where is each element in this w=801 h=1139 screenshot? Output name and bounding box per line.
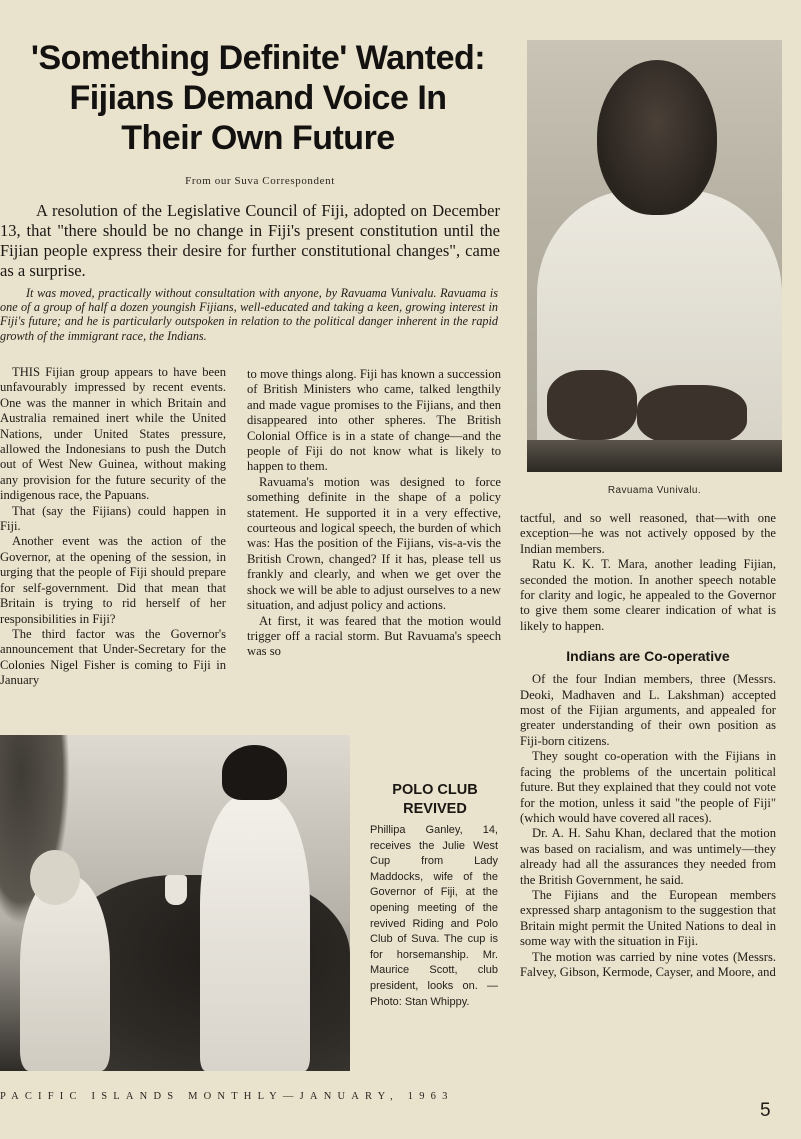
photo-girl-shape <box>200 795 310 1071</box>
portrait-caption: Ravuama Vunivalu. <box>607 485 702 496</box>
portrait-photo <box>527 40 782 472</box>
body-column-1 <box>0 365 226 725</box>
headline <box>8 38 508 158</box>
col2-paragraph: At first, it was feared that the motion would trigger off a racial storm. But Ravuama's speech was so <box>247 613 501 659</box>
body-column-2 <box>247 367 501 723</box>
photo-cup-shape <box>165 875 187 905</box>
polo-title-line: POLO CLUB <box>392 782 478 798</box>
photo-arm-shape <box>547 370 637 440</box>
polo-title <box>370 781 500 819</box>
col3-paragraph: Ratu K. K. T. Mara, another leading Fijian, seconded the motion. In another speech notable for clarity and logic, he appealed to the Governor to give them some clearer indication of what is likely to happen. <box>520 557 776 633</box>
col3-paragraph: They sought co-operation with the Fijians in facing the problems of the uncertain political future. But they explained that they could not vote for the motion, unless it said "the people of Fiji" (which would have covered all races). <box>520 749 776 825</box>
intro-paragraph <box>0 201 500 281</box>
col1-paragraph: THIS Fijian group appears to have been unfavourably impressed by recent events. One was the manner in which Britain and Australia remained inert while the United Nations, under United States pressure, allowed the Indonesians to push the Dutch out of West New Guinea, without making any provision for the future security of the indigenous race, the Papuans. <box>0 365 226 503</box>
publication-footer: PACIFIC ISLANDS MONTHLY—JANUARY, 1963 <box>0 1091 454 1102</box>
photo-head-shape <box>597 60 717 215</box>
col3-paragraph: The Fijians and the European members expressed sharp antagonism to the suggestion that Britain might permit the United Nations to deal in some way with the situation in Fiji. <box>520 887 776 949</box>
section-subhead: Indians are Co-operative <box>566 648 730 665</box>
col3-paragraph: Of the four Indian members, three (Messrs. Deoki, Madhaven and L. Lakshman) accepted most of the Fijian arguments, and appealed for greater understanding of their own position as Fiji-born citizens. <box>520 672 776 748</box>
byline: From our Suva Correspondent <box>185 175 335 187</box>
headline-line-1: 'Something Definite' Wanted: <box>30 39 486 77</box>
col3-paragraph: tactful, and so well reasoned, that—with one exception—he was not actively opposed by the Indian members. <box>520 511 776 556</box>
photo-lady-head-shape <box>30 850 80 905</box>
col1-paragraph: Another event was the action of the Governor, at the opening of the session, in urging that the people of Fiji should prepare for self-government. Did that mean that Britain is trying to rid herself of her responsibilities in Fiji? <box>0 534 226 626</box>
photo-cap-shape <box>222 745 287 800</box>
body-column-3 <box>520 511 776 1079</box>
polo-caption: Phillipa Ganley, 14, receives the Julie West Cup from Lady Maddocks, wife of the Governor of Fiji, at the opening meeting of the revived Riding and Polo Club of Suva. The cup is for horsemanship. Mr. Maurice Scott, club president, looks on. — Photo: Stan Whippy. <box>370 824 498 1008</box>
col2-paragraph: to move things along. Fiji has known a succession of British Ministers who came, talked lengthily and made vague promises to the Fijians, and then disappeared into other spheres. The British Colonial Office is in a state of change—and the people of Fiji do not know what is likely to happen to them. <box>247 367 501 474</box>
headline-line-3: Their Own Future <box>121 119 395 157</box>
intro-text: A resolution of the Legislative Council of Fiji, adopted on December 13, that "there should be no change in Fiji's present constitution until the Fijian people express their desire for further constitutional changes", came as a surprise. <box>0 201 500 280</box>
col1-paragraph: The third factor was the Governor's announcement that Under-Secretary for the Colonies Nigel Fisher is coming to Fiji in January <box>0 626 226 688</box>
photo-lady-shape <box>20 875 110 1071</box>
headline-line-2: Fijians Demand Voice In <box>69 79 447 117</box>
italic-intro <box>0 286 498 343</box>
photo-arm-shape <box>637 385 747 445</box>
polo-title-line: REVIVED <box>403 801 467 817</box>
col3-paragraph: The motion was carried by nine votes (Messrs. Falvey, Gibson, Kermode, Cayser, and Moore, and <box>520 949 776 979</box>
col1-paragraph: That (say the Fijians) could happen in Fiji. <box>0 503 226 534</box>
col3-paragraph: Dr. A. H. Sahu Khan, declared that the motion was based on racialism, and was untimely—they already had all the assurances they needed from the British Government, he said. <box>520 826 776 887</box>
page-number: 5 <box>760 1100 771 1121</box>
photo-desk-shape <box>527 440 782 472</box>
col2-paragraph: Ravuama's motion was designed to force something definite in the shape of a policy statement. He supported it in a very effective, courteous and logical speech, the burden of which was: Has the position of the Fijians, vis-a-vis the British Crown, changed? If it has, please tell us frankly and clearly, and when we get over the shock we will be able to adjust ourselves to a new situation, and adjust policy and actions. <box>247 474 501 613</box>
polo-photo <box>0 735 350 1071</box>
italic-intro-text: It was moved, practically without consultation with anyone, by Ravuama Vunivalu. Ravuama is one of a group of half a dozen youngish Fijians, well-educated and taking a keen, growing interest in Fiji's future; and he is particularly outspoken in relation to the political danger inherent in the rapid growth of the immigrant race, the Indians. <box>0 286 498 343</box>
